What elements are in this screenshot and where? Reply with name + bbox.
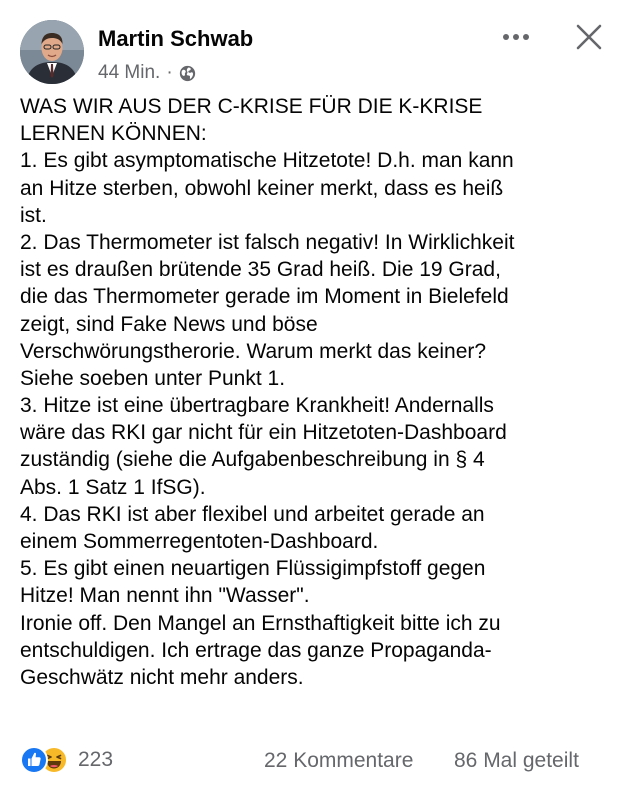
avatar-photo — [20, 20, 84, 84]
post-text-line: Abs. 1 Satz 1 IfSG). — [20, 475, 206, 499]
post-text-line: ist es draußen brütende 35 Grad heiß. Die 19 Grad, — [20, 258, 501, 282]
post-text-line: LERNEN KÖNNEN: — [20, 122, 207, 146]
reaction-icons — [20, 744, 74, 776]
post-text-line: Hitze! Man nennt ihn "Wasser". — [20, 584, 310, 608]
globe-icon — [179, 65, 196, 82]
post-header — [0, 0, 624, 96]
post-text-line: entschuldigen. Ich ertrage das ganze Propaganda- — [20, 638, 492, 662]
post-text-line: WAS WIR AUS DER C-KRISE FÜR DIE K-KRISE — [20, 95, 483, 118]
post-text-line: Geschwätz nicht mehr anders. — [20, 665, 304, 689]
post-text-line: Verschwörungstherorie. Warum merkt das keiner? — [20, 339, 487, 363]
post-text-line: ist. — [20, 203, 47, 227]
reactions-summary[interactable] — [20, 744, 113, 776]
comments-count-link[interactable]: 22 Kommentare — [264, 749, 414, 772]
close-button[interactable] — [568, 16, 610, 58]
post-text-line: 3. Hitze ist eine übertragbare Krankheit! Andernalls — [20, 394, 494, 418]
post-text-line: Siehe soeben unter Punkt 1. — [20, 366, 286, 390]
post-text-line: die das Thermometer gerade im Moment in Bielefeld — [20, 285, 509, 309]
post-text-line: wäre das RKI gar nicht für ein Hitzetoten-Dashboard — [20, 421, 507, 445]
post-meta — [98, 62, 196, 84]
post-text-line: 4. Das RKI ist aber flexibel und arbeitet gerade an — [20, 502, 485, 526]
shares-count-link[interactable]: 86 Mal geteilt — [454, 749, 579, 772]
post-text-line: Ironie off. Den Mangel an Ernsthaftigkeit bitte ich zu — [20, 611, 501, 635]
post-text-line: zuständig (siehe die Aufgabenbeschreibung in § 4 — [20, 448, 485, 472]
close-icon — [568, 16, 610, 58]
post-time[interactable]: 44 Min. — [98, 62, 161, 83]
post-text-line: 2. Das Thermometer ist falsch negativ! In Wirklichkeit — [20, 230, 515, 254]
post-text-line: zeigt, sind Fake News und böse — [20, 312, 318, 336]
reaction-count: 223 — [78, 748, 114, 771]
post-text-line: an Hitze sterben, obwohl keiner merkt, dass es heiß — [20, 176, 504, 200]
author-name[interactable]: Martin Schwab — [98, 26, 254, 51]
more-options-button[interactable] — [494, 22, 538, 52]
like-icon — [20, 746, 48, 774]
more-dots-icon — [494, 22, 538, 52]
post-text-line: 1. Es gibt asymptomatische Hitzetote! D.h. man kann — [20, 149, 514, 173]
post-text-line: 5. Es gibt einen neuartigen Flüssigimpfstoff gegen — [20, 557, 486, 581]
meta-separator: · — [166, 62, 173, 83]
post-footer — [0, 740, 624, 780]
avatar[interactable] — [20, 20, 84, 84]
post-text-line: einem Sommerregentoten-Dashboard. — [20, 530, 379, 553]
post-body — [20, 93, 616, 691]
